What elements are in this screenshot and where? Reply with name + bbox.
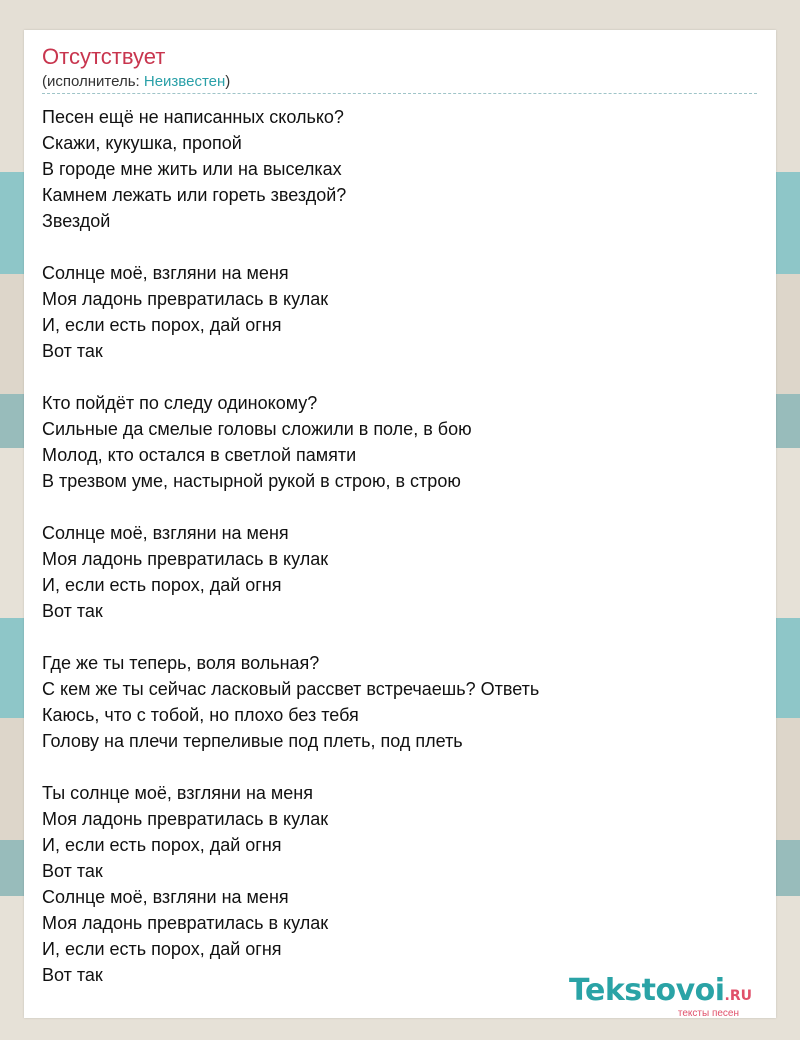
lyric-line: Вот так	[42, 965, 103, 985]
lyric-line: Песен ещё не написанных сколько?	[42, 107, 344, 127]
lyrics-card	[24, 30, 776, 1018]
lyrics-stanza	[42, 260, 757, 364]
lyric-line: Каюсь, что с тобой, но плохо без тебя	[42, 705, 359, 725]
artist-line	[42, 72, 230, 92]
lyric-line: В трезвом уме, настырной рукой в строю, в строю	[42, 471, 461, 491]
song-title: Отсутствует	[42, 44, 166, 69]
dashed-divider	[42, 93, 757, 94]
lyric-line: И, если есть порох, дай огня	[42, 575, 282, 595]
lyric-line: Моя ладонь превратилась в кулак	[42, 289, 329, 309]
lyric-line: И, если есть порох, дай огня	[42, 315, 282, 335]
lyric-line: Вот так	[42, 341, 103, 361]
lyric-line: Кто пойдёт по следу одинокому?	[42, 393, 318, 413]
lyric-line: И, если есть порох, дай огня	[42, 939, 282, 959]
lyric-line: Голову на плечи терпеливые под плеть, под плеть	[42, 731, 463, 751]
lyric-line: Моя ладонь превратилась в кулак	[42, 549, 329, 569]
logo-tld: .RU	[724, 988, 753, 1004]
lyric-line: Молод, кто остался в светлой памяти	[42, 445, 357, 465]
lyric-line: Моя ладонь превратилась в кулак	[42, 809, 329, 829]
logo-tagline: тексты песен	[677, 1008, 739, 1019]
lyrics-stanza	[42, 390, 757, 494]
lyrics-stanza	[42, 780, 757, 988]
lyric-line: Ты солнце моё, взгляни на меня	[42, 783, 313, 803]
site-logo[interactable]	[569, 974, 769, 1020]
lyrics-stanza	[42, 104, 757, 234]
lyric-line: Скажи, кукушка, пропой	[42, 133, 242, 153]
artist-prefix: (исполнитель:	[42, 73, 144, 90]
lyric-line: Сильные да смелые головы сложили в поле, в бою	[42, 419, 472, 439]
lyric-line: Солнце моё, взгляни на меня	[42, 263, 289, 283]
lyric-line: В городе мне жить или на выселках	[42, 159, 342, 179]
lyric-line: И, если есть порох, дай огня	[42, 835, 282, 855]
lyric-line: Солнце моё, взгляни на меня	[42, 887, 289, 907]
lyric-line: Вот так	[42, 861, 103, 881]
lyric-line: Где же ты теперь, воля вольная?	[42, 653, 320, 673]
artist-link[interactable]: Неизвестен	[143, 73, 226, 90]
lyric-line: Моя ладонь превратилась в кулак	[42, 913, 329, 933]
lyrics-stanza	[42, 650, 757, 754]
lyrics-stanza	[42, 520, 757, 624]
lyrics-body	[42, 104, 757, 988]
lyric-line: Звездой	[42, 211, 111, 231]
lyric-line: Камнем лежать или гореть звездой?	[42, 185, 347, 205]
lyric-line: Вот так	[42, 601, 103, 621]
logo-main-text: Tekstovoi	[569, 973, 725, 1008]
artist-suffix: )	[225, 73, 231, 90]
lyric-line: С кем же ты сейчас ласковый рассвет встречаешь? Ответь	[42, 679, 540, 699]
lyric-line: Солнце моё, взгляни на меня	[42, 523, 289, 543]
